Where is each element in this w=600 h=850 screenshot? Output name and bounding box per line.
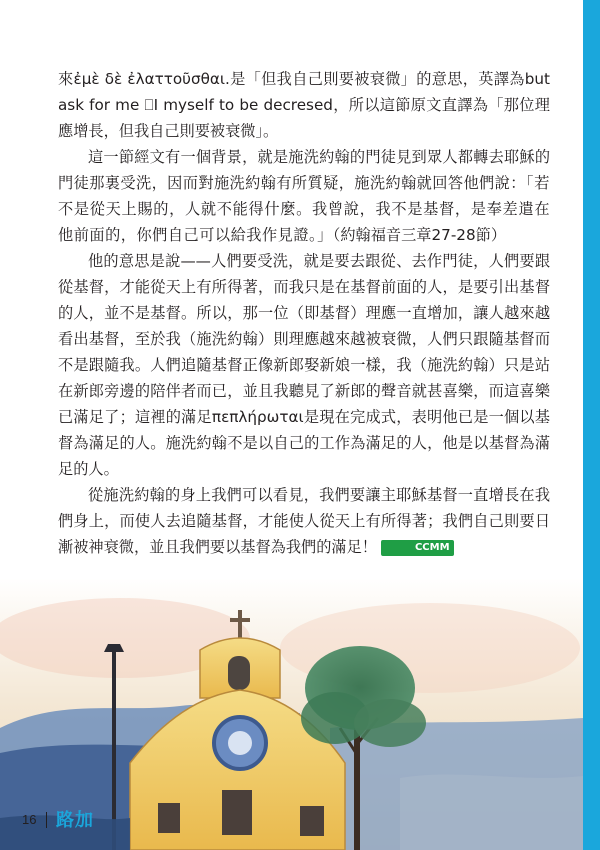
paragraph-1: 來ἐμὲ δὲ ἐλαττοῦσθαι.是「但我自己則要被衰微」的意思，英譯為but ask for me ⎕I myself to be decresed，所以這節原文直譯為「那位理應增長，但我自己則要被衰微」。 (58, 70, 550, 140)
accent-sidebar (583, 0, 600, 850)
scripture-reference: （約翰福音三章27-28節） (332, 226, 507, 244)
ccmm-badge: CCMM (381, 540, 454, 556)
page-number: 16 (22, 812, 37, 827)
scripture-quote: 「若不是從天上賜的，人就不能得什麼。我曾說，我不是基督，是奉差遣在他前面的，你們自己可以給我作見證。」 (58, 174, 550, 244)
paragraph-2 (58, 144, 550, 248)
paragraph-4 (58, 482, 550, 560)
paragraph-2-intro: 這一節經文有一個背景，就是施洗約翰的門徒見到眾人都轉去耶穌的門徒那裏受洗，因而對施洗約翰有所質疑，施洗約翰就回答他們說： (58, 148, 550, 192)
article-body (58, 66, 550, 560)
footer-divider (46, 812, 47, 828)
paragraph-4-text: 從施洗約翰的身上我們可以看見，我們要讓主耶穌基督一直增長在我們身上，而使人去追隨基督，才能使人從天上有所得著；我們自己則要日漸被神衰微，並且我們要以基督為我們的滿足！ (58, 486, 550, 556)
magazine-logo: 路加 (56, 810, 94, 831)
paragraph-3: 他的意思是說——人們要受洗，就是要去跟從、去作門徒，人們要跟從基督，才能從天上有所得著，而我只是在基督前面的人，是要引出基督的人，並不是基督。所以，那一位（即基督）理應一直增加，讓人越來越看出基督，至於我（施洗約翰）則理應越來越被衰微，人們只跟隨基督而不是跟隨我。人們追隨基督正像新郎娶新娘一樣，我（施洗約翰）只是站在新郎旁邊的陪伴者而已，並且我聽見了新郎的聲音就甚喜樂，而這喜樂已滿足了；這裡的滿足πεπλήρωται是現在完成式，表明他已是一個以基督為滿足的人。施洗約翰不是以自己的工作為滿足的人，他是以基督為滿足的人。 (58, 252, 550, 478)
